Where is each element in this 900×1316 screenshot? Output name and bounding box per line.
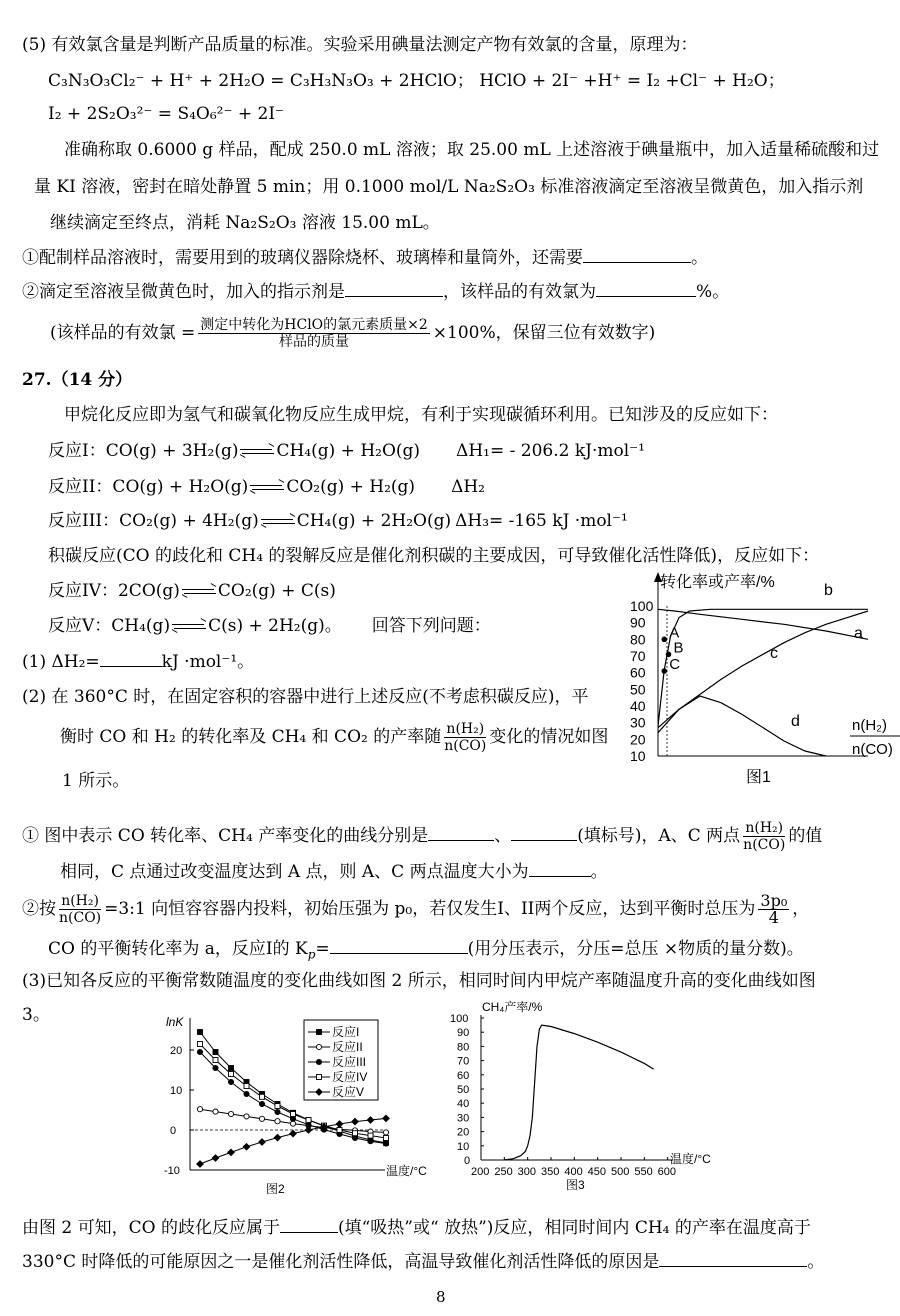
q5-para-2: 量 KI 溶液，密封在暗处静置 5 min；用 0.1000 mol/L Na₂S₂O₃ 标准溶液滴定至溶液呈微黄色，加入指示剂 [34,177,864,197]
answer-blank[interactable] [596,280,696,297]
fig2-marker [337,1128,342,1133]
fig2-marker [228,1149,234,1155]
q27-sub-1-text: ① 图中表示 CO 转化率、CH₄ 产率变化的曲线分别是 [22,826,429,846]
ratio-denominator: n(CO) [743,837,786,853]
equilibrium-arrow-icon [261,517,295,527]
fig3-ytick-label: 0 [464,1155,471,1167]
fig2-marker [197,1049,202,1054]
fig2-marker [197,1107,202,1112]
q27-part-2-line-2 [60,719,608,755]
fig2-xlabel: 温度/°C [386,1164,427,1178]
fig3-xtick-label: 600 [657,1166,677,1178]
equilibrium-arrow-icon [240,447,274,457]
q5-sub-2-text: ②滴定至溶液呈微黄色时，加入的指示剂是 [22,282,345,302]
fig3-ytick-label: 80 [457,1041,470,1054]
fig2-ytick-label: 20 [170,1045,183,1057]
fig1-ytick-label: 10 [630,748,646,764]
q27-sub-1-line-2-text: 相同，C 点通过改变温度达到 A 点，则 A、C 两点温度大小为 [60,862,529,882]
reaction-5-right: C(s) + 2H₂(g)。 [208,616,342,636]
fig2-marker [317,1030,322,1035]
formula-numerator: 测定中转化为HClO的氯元素质量×2 [200,317,428,333]
final-line-2-end: 。 [807,1252,825,1272]
equilibrium-arrow-icon [182,587,216,597]
figure-1-chart [618,568,900,790]
fig3-xtick-label: 350 [541,1166,560,1178]
fig2-marker [353,1131,358,1136]
fig1-series-label: d [791,713,800,730]
q5-sub-1 [22,246,708,269]
fig2-marker [316,1044,321,1049]
fig2-marker [275,1109,280,1114]
fig1-ytick-label: 20 [630,731,646,748]
fig2-marker [260,1094,265,1099]
equilibrium-arrow-icon [172,622,206,632]
fig2-marker [316,1059,321,1064]
fig2-legend-entry: 反应I [332,1025,360,1039]
answer-blank[interactable] [529,860,591,877]
reaction-2-right: CO₂(g) + H₂(g) [286,477,416,497]
q27-sub-1-end: 的值 [788,826,823,846]
fig3-ytick-label: 100 [450,1013,469,1025]
q27-sub-1-mid: (填标号)，A、C 两点 [577,826,741,846]
fig1-ytick-label: 70 [630,648,646,664]
reaction-1-left: 反应I：CO(g) + 3H₂(g) [48,441,239,461]
q5-para-1: 准确称取 0.6000 g 样品，配成 250.0 mL 溶液；取 25.00 mL 上述溶液于碘量瓶中，加入适量稀硫酸和过 [64,140,880,160]
fig2-ytick-label: -10 [164,1165,180,1177]
fig1-point-label: A [669,624,680,642]
carbon-deposition-text: 积碳反应(CO 的歧化和 CH₄ 的裂解反应是催化剂积碳的主要成因，可导致催化活性降低)，反应如下： [48,546,820,566]
fig3-xtick-label: 400 [564,1166,583,1178]
fig1-xlabel-denominator: n(CO) [852,741,893,758]
reaction-2 [48,476,485,498]
answer-blank[interactable] [330,937,468,954]
formula-suffix: ×100%，保留三位有效数字) [432,323,656,343]
ratio-fraction [444,721,486,754]
fig1-series-c [658,611,868,728]
fig1-point-C [662,668,668,674]
q27-part-1-unit: kJ ·mol⁻¹。 [161,652,255,672]
final-line-1-text: 由图 2 可知，CO 的歧化反应属于 [22,1218,280,1238]
fig2-marker [368,1139,373,1144]
fig1-ytick-label: 90 [630,614,646,631]
fig2-ylabel: lnK [166,1015,184,1029]
fig3-xtick-label: 250 [494,1166,513,1178]
fig2-marker [384,1136,389,1141]
q27-part-1-text: (1) ΔH₂= [22,652,100,672]
q5-sub-2 [22,280,729,303]
reaction-1-right: CH₄(g) + H₂O(g) [276,441,421,461]
fig3-series-line [504,1025,653,1160]
pressure-numerator: 3p₀ [760,891,788,910]
q27-part-3-line-2: 3。 [22,1005,50,1025]
fig2-marker [317,1075,322,1080]
fig1-point-A [662,637,668,643]
fig3-ytick-label: 60 [457,1069,470,1082]
fig3-ylabel: CH₄产率/% [482,1000,543,1014]
fig3-ytick-label: 40 [457,1098,470,1111]
fig2-ytick-label: 0 [170,1125,177,1137]
fig1-series-label: c [770,645,778,662]
reaction-3-enthalpy: ΔH₃= -165 kJ ·mol⁻¹ [455,511,628,531]
fig1-ylabel: 转化率或产率/% [660,574,775,591]
answer-blank[interactable] [511,824,577,841]
fig1-series-a [658,609,868,642]
answer-blank[interactable] [583,246,691,263]
answer-blank[interactable] [100,650,162,667]
q5-sub-1-end: 。 [691,248,708,268]
q27-sub-1-line-1 [22,818,822,854]
reaction-4-left: 反应IV：2CO(g) [48,581,180,601]
reaction-5-tail: 回答下列问题： [371,616,491,636]
fig2-marker [368,1133,373,1138]
fig1-xlabel-numerator: n(H₂) [852,717,887,734]
fig2-marker [213,1109,218,1114]
ratio-numerator: n(H₂) [444,721,486,738]
q5-equation-1: C₃N₃O₃Cl₂⁻ + H⁺ + 2H₂O = C₃H₃N₃O₃ + 2HClO； HClO + 2I⁻ +H⁺ = I₂ +Cl⁻ + H₂O； [48,71,785,91]
final-line-2 [22,1250,824,1273]
fig2-legend-entry: 反应V [332,1085,365,1099]
formula-fraction [198,317,430,350]
answer-blank[interactable] [659,1250,807,1267]
fig2-marker [367,1117,373,1123]
fig1-series-b [658,609,868,726]
fig2-marker [259,1101,264,1106]
fig2-marker [383,1141,388,1146]
q27-part-2-line-3: 1 所示。 [62,771,130,791]
fig3-xtick-label: 300 [517,1166,537,1178]
fig1-ytick-label: 100 [630,598,654,614]
ratio-denominator: n(CO) [59,910,102,926]
fig3-xtick-label: 450 [587,1166,607,1178]
q5-intro: (5) 有效氯含量是判断产品质量的标准。实验采用碘量法测定产物有效氯的含量，原理为： [22,35,698,55]
q27-sub-1-line-2-end: 。 [590,862,608,882]
formula-denominator: 样品的质量 [279,334,350,350]
q27-sub-1-sep: 、 [494,826,512,846]
kp-subscript: p [307,947,316,962]
fig2-marker [383,1130,388,1135]
q5-formula [50,315,655,351]
pressure-fraction [758,893,789,926]
q27-part-1 [22,650,254,673]
q27-part-2-line-1: (2) 在 360°C 时，在固定容积的容器中进行上述反应(不考虑积碳反应)，平 [22,687,589,707]
fig1-series-label: b [824,582,833,599]
fig2-marker [197,1161,203,1167]
fig2-marker [352,1135,357,1140]
fig2-marker [228,1111,233,1116]
fig2-marker [305,1127,311,1133]
q5-para-3: 继续滴定至终点，消耗 Na₂S₂O₃ 溶液 15.00 mL。 [50,213,440,233]
q5-sub-1-text: ①配制样品溶液时，需要用到的玻璃仪器除烧杯、玻璃棒和量筒外，还需要 [22,248,583,268]
q27-sub-2-equals: = [315,939,330,959]
fig2-ytick-label: 10 [170,1085,183,1097]
equilibrium-arrow-icon [250,483,284,493]
q27-heading: 27.（14 分） [22,370,133,390]
fig2-marker [290,1130,296,1136]
fig2-legend-entry: 反应II [332,1040,363,1054]
fig2-marker [306,1118,311,1123]
fig2-marker [198,1030,203,1035]
fig2-marker [244,1114,249,1119]
answer-blank[interactable] [428,824,494,841]
reaction-5 [48,615,491,637]
fig2-marker [229,1072,234,1077]
answer-blank[interactable] [345,280,443,297]
q27-sub-2-line-1: ②按 $\frac{\text{n(H₂)}}{n(CO)}$ =3:1 向恒容容器内投料，初始压强为 p₀，若仅发生I、II两个反应，达到平衡时总压为 $\frac{\text{3p₀}}{4}$ ， [22,891,810,927]
fig2-marker [259,1116,264,1121]
fig1-series-label: a [854,625,863,642]
fig3-ytick-label: 20 [457,1126,470,1139]
reaction-3 [48,510,628,532]
fig3-xlabel: 温度/°C [670,1152,711,1166]
fig2-marker [212,1155,218,1161]
final-line-2-text: 330°C 时降低的可能原因之一是催化剂活性降低，高温导致催化剂活性降低的原因是 [22,1252,660,1272]
fig2-title: 图2 [266,1182,285,1196]
reaction-5-left: 反应V：CH₄(g) [48,616,171,636]
fig2-marker [352,1118,358,1124]
fig2-legend-entry: 反应III [332,1055,367,1069]
q27-part-2-text-end: 变化的情况如图 [489,727,609,747]
fig2-marker [291,1112,296,1117]
ratio-numerator: n(H₂) [743,820,785,837]
fig3-ytick-label: 90 [457,1027,470,1040]
fig2-marker [244,1084,249,1089]
final-line-1-end: (填“吸热”或“ 放热”)反应，相同时间内 CH₄ 的产率在温度高于 [337,1218,811,1238]
reaction-2-enthalpy: ΔH₂ [451,477,485,497]
fig1-ytick-label: 30 [630,714,646,731]
fig2-marker [213,1065,218,1070]
fig1-ytick-label: 60 [630,664,646,681]
figure-3-chart [448,995,728,1195]
fig2-legend-entry: 反应IV [332,1070,368,1084]
figure-2-chart [160,1010,430,1200]
reaction-1 [48,440,645,462]
fig2-marker [243,1144,249,1150]
fig2-marker [275,1119,280,1124]
fig2-marker [290,1116,295,1121]
fig1-ytick-label: 40 [630,698,646,714]
fig1-point-label: B [673,639,684,657]
formula-prefix: (该样品的有效氯 = [50,323,196,343]
answer-blank[interactable] [280,1216,338,1233]
fig1-ytick-label: 80 [630,631,646,648]
ratio-fraction [59,893,101,926]
q27-sub-2-line-2-text: CO 的平衡转化率为 a，反应I的 K [48,939,308,959]
fig2-marker [213,1050,218,1055]
reaction-4 [48,580,336,602]
reaction-3-right: CH₄(g) + 2H₂O(g) [296,511,452,531]
q27-intro: 甲烷化反应即为氢气和碳氧化物反应生成甲烷，有利于实现碳循环利用。已知涉及的反应如下： [64,405,778,425]
fig3-xtick-label: 550 [634,1166,653,1178]
fig2-marker [383,1115,389,1121]
page-number: 8 [436,1288,446,1306]
fig3-ytick-label: 10 [457,1140,470,1153]
reaction-3-left: 反应III：CO₂(g) + 4H₂(g) [48,511,259,531]
fig1-series-d [658,696,826,756]
q27-part-3-line-1: (3)已知各反应的平衡常数随温度的变化曲线如图 2 所示，相同时间内甲烷产率随温度升高的变化曲线如图 [22,971,816,991]
q27-part-2-text: 衡时 CO 和 H₂ 的转化率及 CH₄ 和 CO₂ 的产率随 [60,727,442,747]
q5-sub-2-end: %。 [696,282,730,302]
fig3-title: 图3 [566,1178,585,1192]
ratio-numerator: n(H₂) [59,893,101,910]
fig2-marker [259,1139,265,1145]
fig2-marker [336,1121,342,1127]
fig2-marker [228,1079,233,1084]
fig3-xtick-label: 200 [471,1166,490,1178]
q27-sub-2-text-mid: =3:1 向恒容容器内投料，初始压强为 p₀，若仅发生I、II两个反应，达到平衡时总压为 [104,899,756,919]
fig1-point-label: C [669,656,681,673]
q27-sub-1-line-2 [60,860,608,883]
fig3-xtick-label: 500 [611,1166,630,1178]
fig1-ytick-label: 50 [630,681,646,698]
fig3-ytick-label: 30 [457,1112,470,1125]
q27-sub-2-line-2-end: (用分压表示，分压=总压 ×物质的量分数)。 [467,939,804,959]
reaction-4-right: CO₂(g) + C(s) [217,581,336,601]
fig2-marker [275,1104,280,1109]
fig3-ytick-label: 70 [457,1055,470,1068]
fig2-marker [274,1134,280,1140]
pressure-denominator: 4 [768,908,779,927]
fig2-marker [229,1066,234,1071]
ratio-denominator: n(CO) [444,738,487,754]
fig1-title: 图1 [746,769,771,786]
final-line-1 [22,1216,811,1239]
q5-equation-2: I₂ + 2S₂O₃²⁻ = S₄O₆²⁻ + 2I⁻ [48,104,285,124]
q27-sub-2-line-2 [48,937,804,965]
fig2-marker [244,1091,249,1096]
ratio-fraction [743,820,785,853]
fig3-ytick-label: 50 [457,1084,470,1096]
q5-sub-2-mid: ，该样品的有效氯为 [443,282,596,302]
fig2-marker [198,1042,203,1047]
reaction-2-left: 反应II：CO(g) + H₂O(g) [48,477,249,497]
reaction-1-enthalpy: ΔH₁= - 206.2 kJ·mol⁻¹ [456,441,645,461]
fig2-marker [213,1058,218,1063]
q27-sub-2-text: ②按 [22,899,56,919]
